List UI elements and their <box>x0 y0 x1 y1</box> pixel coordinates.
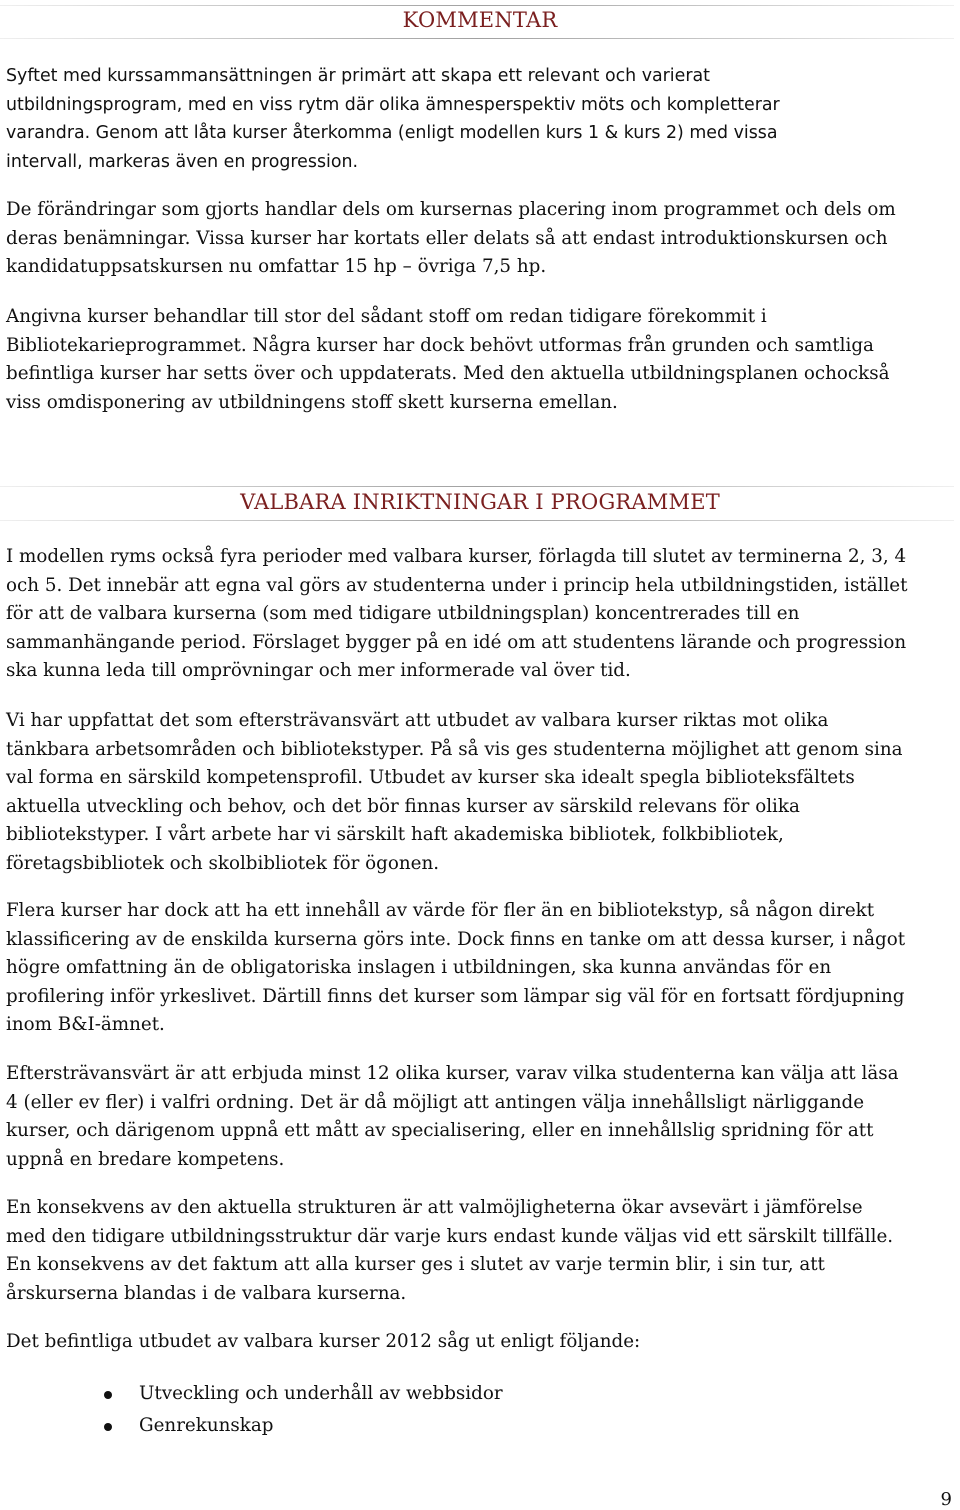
text-line: tänkbara arbetsområden och bibliotekstyper. På så vis ges studenterna möjlighet att genom sina <box>6 738 903 760</box>
valbara-heading-rule <box>0 520 954 521</box>
text-line: befintliga kurser har setts över och uppdaterats. Med den aktuella utbildningsplanen ochockså <box>6 363 890 384</box>
valbara-course-list <box>0 1378 960 1442</box>
text-line: uppnå en bredare kompetens. <box>6 1148 285 1170</box>
text-line: för att de valbara kurserna (som med tidigare utbildningsplan) koncentrerades till en <box>6 603 800 624</box>
text-line: och 5. Det innebär att egna val görs av studenterna under i princip hela utbildningstiden, istället <box>6 574 908 596</box>
text-line: Det befintliga utbudet av valbara kurser 2012 såg ut enligt följande: <box>6 1331 641 1352</box>
text-line: med den tidigare utbildningsstruktur där varje kurs endast kunde väljas vid ett särskilt tillfälle. <box>6 1225 894 1247</box>
text-line: intervall, markeras även en progression. <box>6 151 359 172</box>
text-line: kandidatuppsatskursen nu omfattar 15 hp – övriga 7,5 hp. <box>6 256 547 277</box>
text-line: Syftet med kurssammansättningen är primärt att skapa ett relevant och varierat <box>6 66 710 86</box>
text-line: I modellen ryms också fyra perioder med valbara kurser, förlagda till slutet av terminerna 2, 3, 4 <box>6 546 907 567</box>
text-line: Angivna kurser behandlar till stor del sådant stoff om redan tidigare förekommit i <box>6 306 767 327</box>
text-line: viss omdisponering av utbildningens stoff skett kurserna emellan. <box>6 391 618 413</box>
list-item <box>0 1410 960 1442</box>
kommentar-heading: KOMMENTAR <box>402 8 558 32</box>
text-line: deras benämningar. Vissa kurser har kortats eller delats så att endast introduktionskursen och <box>6 227 888 249</box>
bullet-icon <box>104 1391 112 1399</box>
text-line: sammanhängande period. Förslaget bygger på en idé om att studentens lärande och progression <box>6 631 907 653</box>
text-line: kurser, och därigenom uppnå ett mått av specialisering, eller en innehållslig spridning för att <box>6 1120 874 1141</box>
text-line: Flera kurser har dock att ha ett innehåll av värde för fler än en bibliotekstyp, så någon direkt <box>6 900 875 921</box>
valbara-paragraph-1 <box>6 543 954 686</box>
text-line: profilering inför yrkeslivet. Därtill finns det kurser som lämpar sig väl för en fortsatt fördjupning <box>6 985 905 1007</box>
text-line: varandra. Genom att låta kurser återkomma (enligt modellen kurs 1 & kurs 2) med vissa <box>6 123 778 143</box>
page-number: 9 <box>940 1489 952 1510</box>
list-item-label: Genrekunskap <box>139 1415 274 1436</box>
list-item-label: Utveckling och underhåll av webbsidor <box>139 1383 503 1404</box>
text-line: Eftersträvansvärt är att erbjuda minst 12 olika kurser, varav vilka studenterna kan välja att läsa <box>6 1063 899 1084</box>
text-line: val forma en särskild kompetensprofil. Utbudet av kurser ska idealt spegla biblioteksfältets <box>6 767 855 788</box>
text-line: högre omfattning än de obligatoriska inslagen i utbildningen, ska kunna användas för en <box>6 957 832 978</box>
section-rule <box>0 486 954 487</box>
text-line: företagsbibliotek och skolbibliotek för ögonen. <box>6 852 440 874</box>
text-line: Vi har uppfattat det som eftersträvansvärt att utbudet av valbara kurser riktas mot olika <box>6 710 829 731</box>
list-item <box>0 1378 960 1410</box>
kommentar-heading-rule <box>0 38 954 39</box>
text-line: klassificering av de enskilda kurserna görs inte. Dock finns en tanke om att dessa kurser, i något <box>6 928 906 950</box>
kommentar-paragraph-3 <box>6 303 954 417</box>
text-line: De förändringar som gjorts handlar dels om kursernas placering inom programmet och dels om <box>6 199 896 220</box>
text-line: bibliotekstyper. I vårt arbete har vi särskilt haft akademiska bibliotek, folkbibliotek, <box>6 824 784 845</box>
valbara-paragraph-5 <box>6 1194 954 1308</box>
text-line: ska kunna leda till omprövningar och mer informerade val över tid. <box>6 660 631 681</box>
top-rule <box>0 5 954 6</box>
kommentar-paragraph-2 <box>6 196 954 282</box>
text-line: årskurserna blandas i de valbara kurserna. <box>6 1282 407 1304</box>
kommentar-paragraph-1 <box>6 62 954 176</box>
valbara-inriktningar-heading: VALBARA INRIKTNINGAR I PROGRAMMET <box>240 490 720 514</box>
valbara-paragraph-4 <box>6 1060 954 1174</box>
valbara-paragraph-2 <box>6 707 954 878</box>
text-line: utbildningsprogram, med en viss rytm där olika ämnesperspektiv möts och kompletterar <box>6 94 780 115</box>
text-line: En konsekvens av det faktum att alla kurser ges i slutet av varje termin blir, i sin tur, att <box>6 1254 825 1275</box>
text-line: En konsekvens av den aktuella strukturen är att valmöjligheterna ökar avsevärt i jämförelse <box>6 1197 863 1218</box>
valbara-paragraph-6 <box>6 1328 954 1357</box>
bullet-icon <box>104 1423 112 1431</box>
text-line: inom B&I-ämnet. <box>6 1014 165 1035</box>
text-line: aktuella utveckling och behov, och det bör finnas kurser av särskild relevans för olika <box>6 795 800 817</box>
text-line: Bibliotekarieprogrammet. Några kurser har dock behövt utformas från grunden och samtliga <box>6 334 874 356</box>
text-line: 4 (eller ev fler) i valfri ordning. Det är då möjligt att antingen välja innehållsligt närliggande <box>6 1091 865 1113</box>
valbara-paragraph-3 <box>6 897 954 1040</box>
